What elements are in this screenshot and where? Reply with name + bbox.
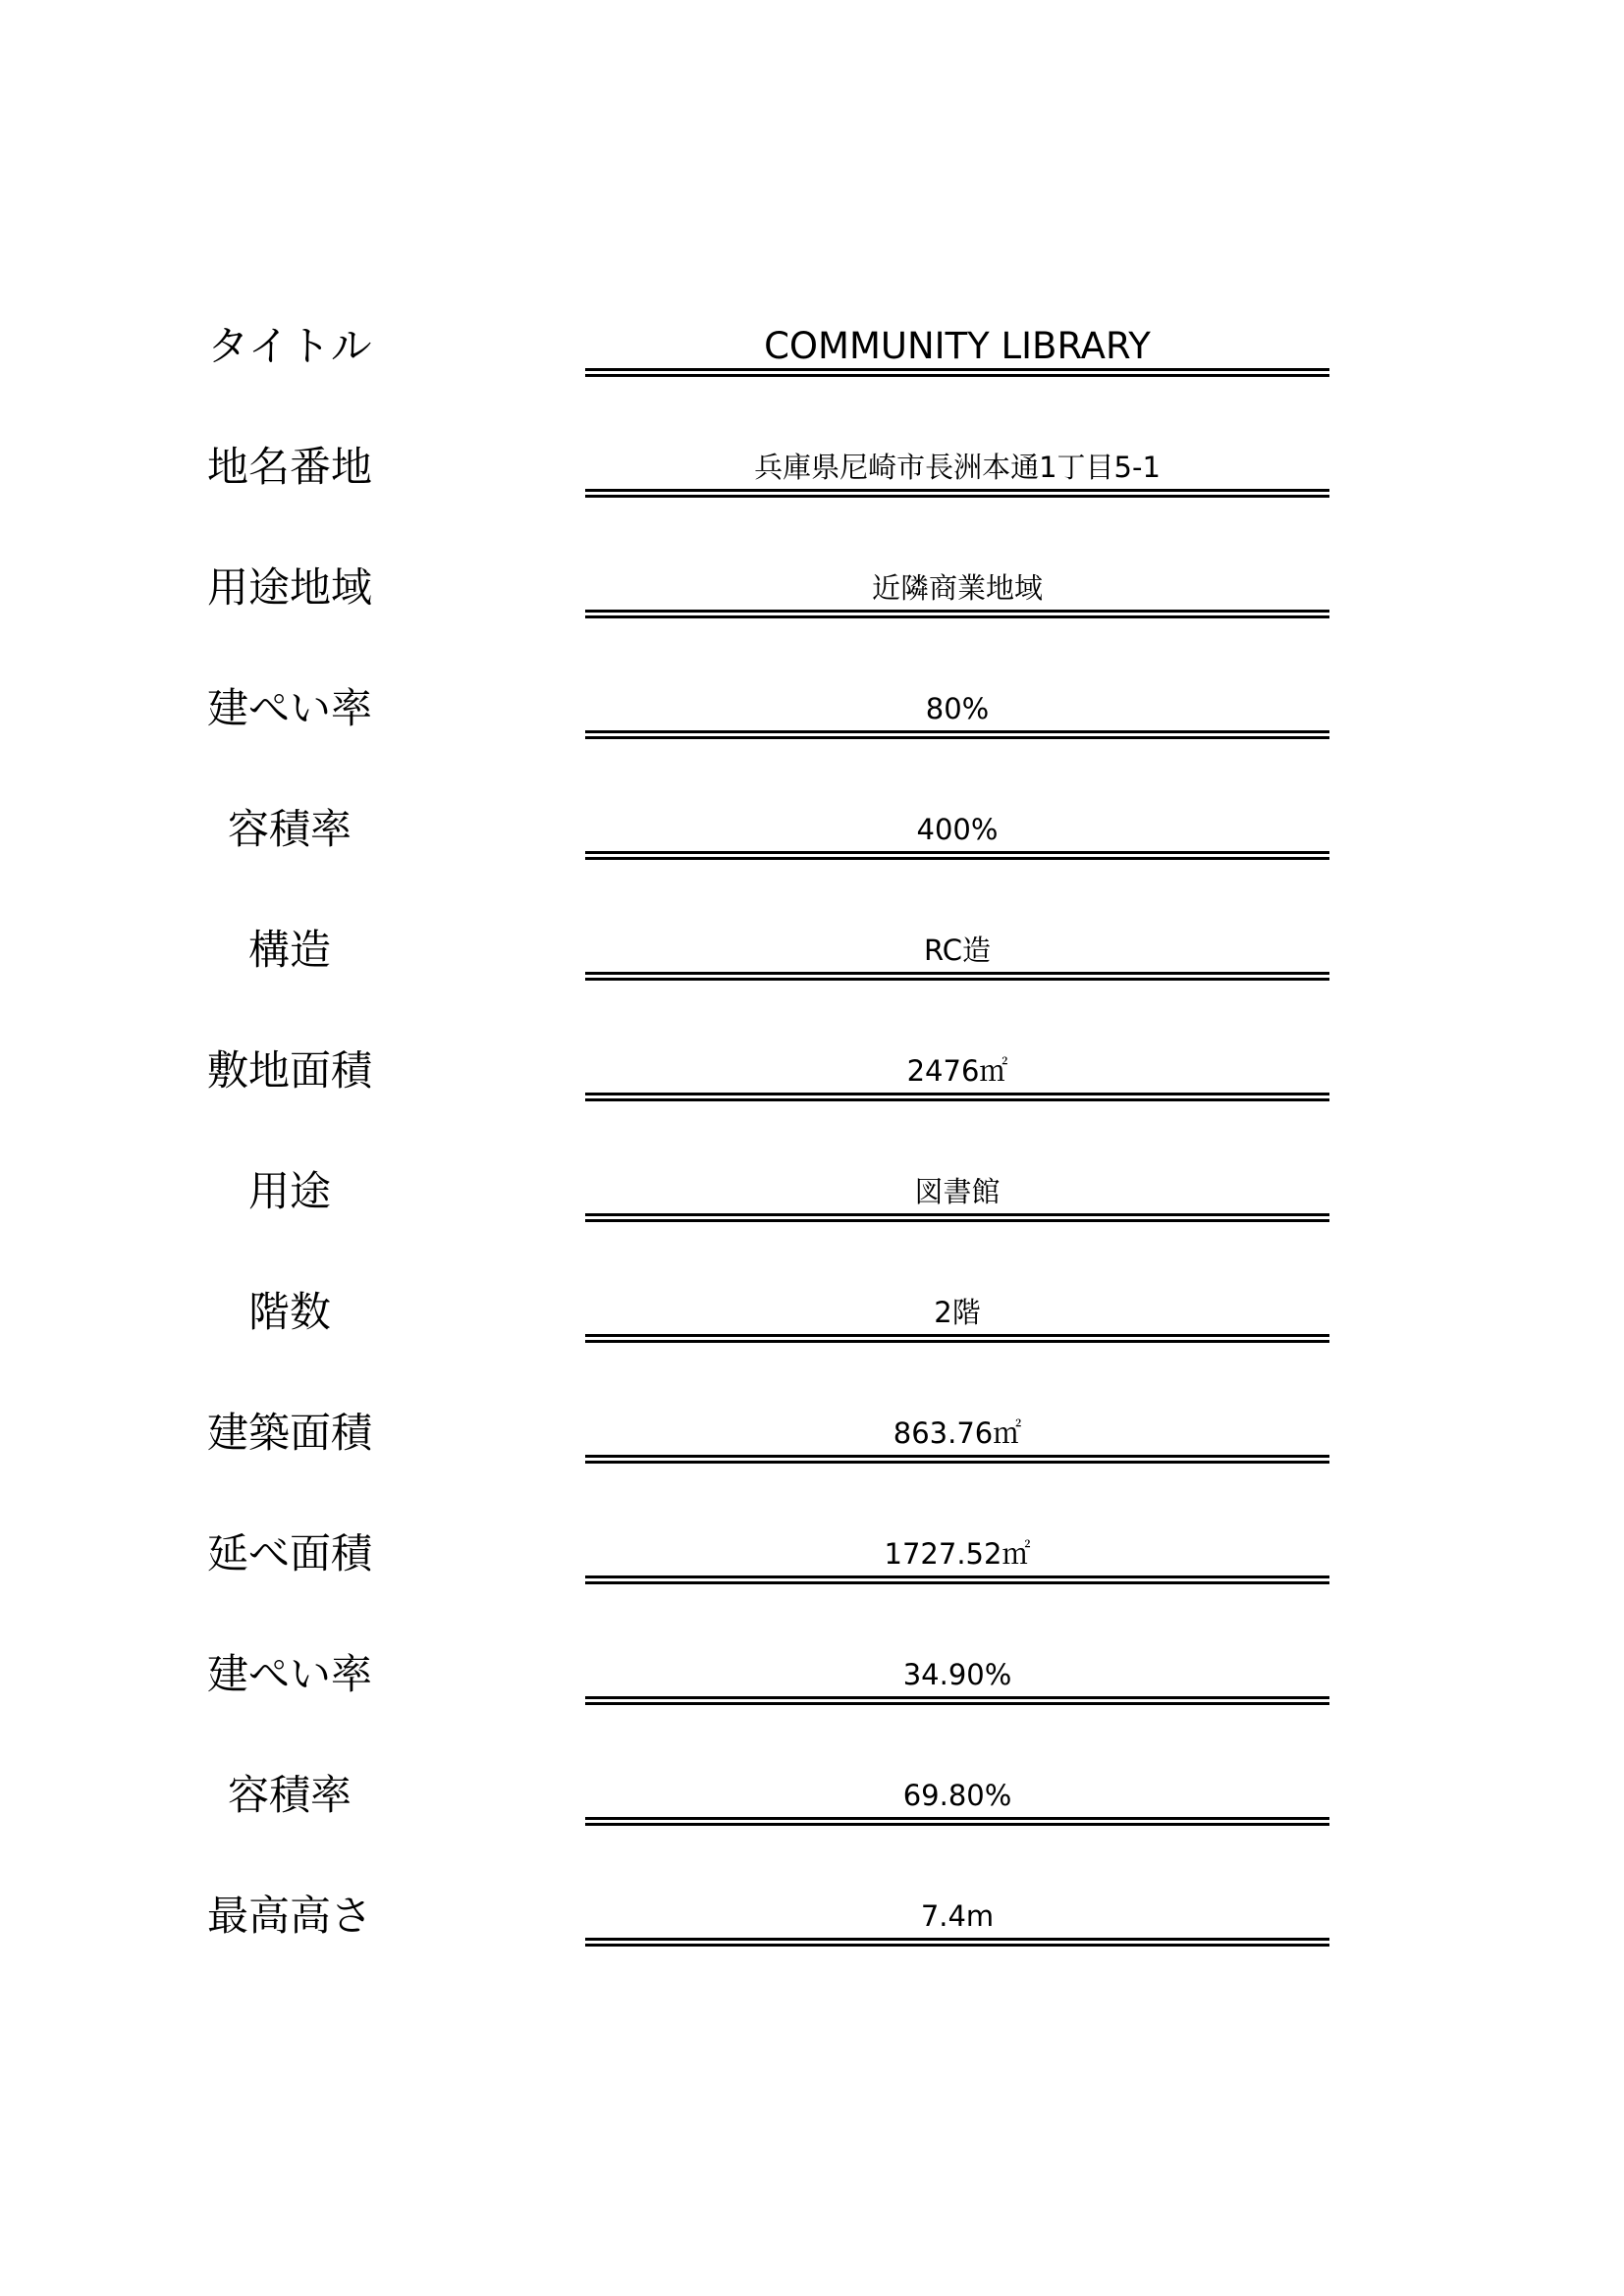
field-value: 1727.52㎡ [884,1537,1031,1571]
double-rule [585,489,1329,498]
double-rule [585,368,1329,377]
field-label: 容積率 [227,805,352,853]
field-label: 容積率 [227,1771,352,1819]
field-value: 863.76㎡ [893,1416,1022,1450]
double-rule [585,1696,1329,1705]
field-label: 建ぺい率 [206,684,372,732]
double-rule [585,1575,1329,1584]
row-address [0,438,1624,559]
field-value: 近隣商業地域 [871,571,1043,605]
double-rule [585,730,1329,739]
field-value: 80% [925,692,990,725]
field-label: 最高高さ [206,1892,372,1940]
field-label: 建築面積 [206,1409,372,1457]
field-value: RC造 [924,934,991,967]
field-label: 用途 [247,1167,331,1215]
row-title [0,317,1624,438]
row-zoning [0,559,1624,679]
row-max-height [0,1887,1624,2007]
field-value: COMMUNITY LIBRARY [764,325,1151,367]
field-value: 7.4m [920,1899,995,1933]
double-rule [585,1213,1329,1222]
field-value: 兵庫県尼崎市長洲本通1丁目5-1 [754,451,1161,484]
row-structure [0,921,1624,1041]
field-label: 地名番地 [206,443,372,491]
field-label: タイトル [207,322,372,370]
row-total-floor-area [0,1524,1624,1645]
field-value: 2階 [934,1296,981,1329]
double-rule [585,1455,1329,1464]
field-label: 構造 [247,926,331,974]
double-rule [585,1093,1329,1101]
double-rule [585,1817,1329,1826]
field-value: 2476㎡ [906,1054,1008,1088]
double-rule [585,1938,1329,1947]
double-rule [585,1334,1329,1343]
double-rule [585,851,1329,860]
field-label: 建ぺい率 [206,1650,372,1698]
field-value: 69.80% [902,1779,1012,1812]
row-floors [0,1283,1624,1404]
row-site-area [0,1041,1624,1162]
row-use [0,1162,1624,1283]
field-value: 図書館 [914,1175,1001,1208]
field-label: 延べ面積 [206,1529,372,1577]
row-floor-area-ratio-limit [0,800,1624,921]
row-building-area [0,1404,1624,1524]
field-label: 敷地面積 [206,1046,372,1095]
row-building-coverage-actual [0,1645,1624,1766]
row-building-coverage-limit [0,679,1624,800]
field-label: 階数 [247,1288,331,1336]
field-value: 34.90% [902,1658,1012,1691]
field-label: 用途地域 [206,563,372,612]
field-value: 400% [916,813,999,846]
double-rule [585,972,1329,981]
double-rule [585,610,1329,618]
row-floor-area-ratio-actual [0,1766,1624,1887]
